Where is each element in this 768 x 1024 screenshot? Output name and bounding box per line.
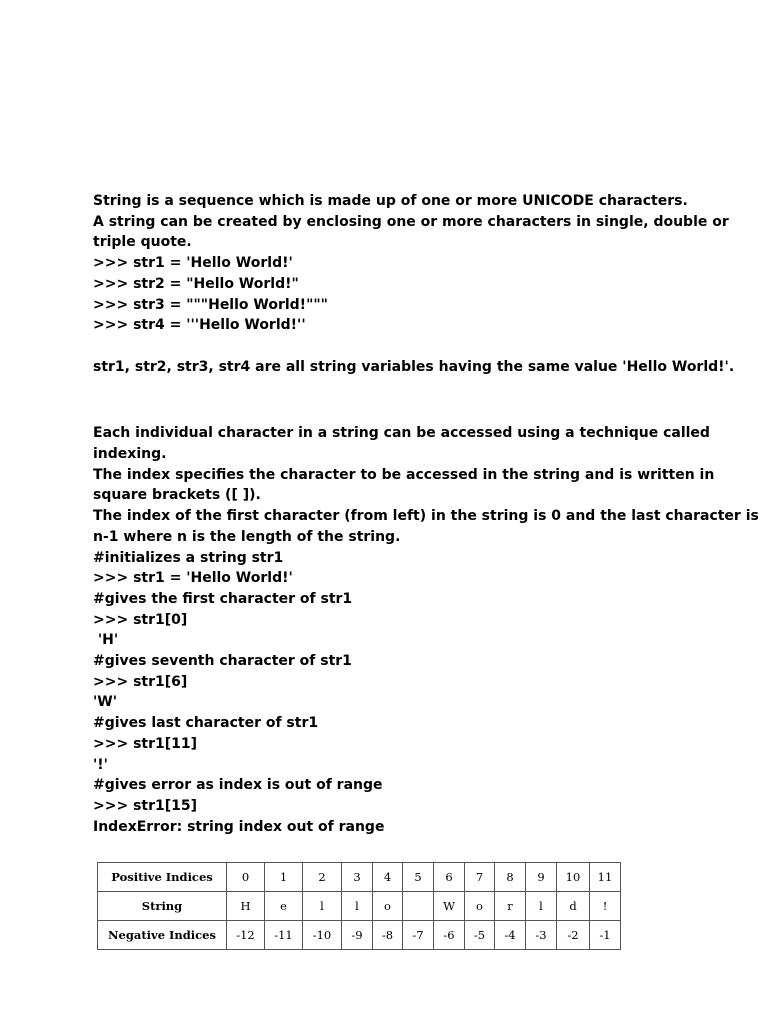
text-line: square brackets ([ ]). <box>93 487 261 504</box>
table-cell: -4 <box>495 921 526 950</box>
output-line: 'H' <box>93 632 119 649</box>
table-cell: 11 <box>590 863 621 892</box>
comment-line: #gives error as index is out of range <box>93 777 383 794</box>
text-line: String is a sequence which is made up of one or more UNICODE characters. <box>93 193 688 209</box>
table-cell: -7 <box>403 921 434 950</box>
table-cell: 7 <box>465 863 495 892</box>
table-cell: e <box>265 892 303 921</box>
text-line: indexing. <box>93 446 167 463</box>
table-cell: -2 <box>557 921 590 950</box>
code-line: >>> str1 = 'Hello World!' <box>93 255 293 272</box>
intro-paragraph <box>93 191 729 336</box>
index-table-figure <box>97 862 621 950</box>
table-cell: r <box>495 892 526 921</box>
row-label: Negative Indices <box>98 921 227 950</box>
table-cell: -5 <box>465 921 495 950</box>
table-cell: H <box>227 892 265 921</box>
code-line: >>> str1[6] <box>93 673 188 690</box>
table-cell: d <box>557 892 590 921</box>
text-line: Each individual character in a string can be accessed using a technique called <box>93 425 710 442</box>
text-line: n-1 where n is the length of the string. <box>93 528 401 545</box>
table-cell: l <box>526 892 557 921</box>
code-line: >>> str1 = 'Hello World!' <box>93 570 293 587</box>
text-line: The index specifies the character to be accessed in the string and is written in <box>93 466 715 483</box>
table-cell: 6 <box>434 863 465 892</box>
text-line: A string can be created by enclosing one or more characters in single, double or <box>93 213 729 230</box>
table-cell: -8 <box>373 921 403 950</box>
table-cell: -3 <box>526 921 557 950</box>
table-cell: -12 <box>227 921 265 950</box>
output-line: '!' <box>93 756 108 773</box>
table-row <box>98 921 621 950</box>
row-label: String <box>98 892 227 921</box>
table-cell: 8 <box>495 863 526 892</box>
table-cell: -1 <box>590 921 621 950</box>
table-cell: l <box>342 892 373 921</box>
table-cell: -10 <box>303 921 342 950</box>
table-row <box>98 863 621 892</box>
table-row <box>98 892 621 921</box>
summary-line: str1, str2, str3, str4 are all string variables having the same value 'Hello World!'. <box>93 358 735 375</box>
error-line: IndexError: string index out of range <box>93 818 385 835</box>
comment-line: #gives seventh character of str1 <box>93 653 352 670</box>
code-line: >>> str1[15] <box>93 797 198 814</box>
table-cell: -9 <box>342 921 373 950</box>
table-cell: W <box>434 892 465 921</box>
comment-line: #gives last character of str1 <box>93 715 319 732</box>
table-cell: 10 <box>557 863 590 892</box>
comment-line: #gives the first character of str1 <box>93 590 353 607</box>
table-cell: 0 <box>227 863 265 892</box>
comment-line: #initializes a string str1 <box>93 549 284 566</box>
table-cell: o <box>373 892 403 921</box>
table-cell: -11 <box>265 921 303 950</box>
output-line: 'W' <box>93 694 118 711</box>
code-line: >>> str2 = "Hello World!" <box>93 275 299 292</box>
text-line: The index of the first character (from left) in the string is 0 and the last character is <box>93 508 759 525</box>
table-cell: 3 <box>342 863 373 892</box>
table-cell: 2 <box>303 863 342 892</box>
table-cell: -6 <box>434 921 465 950</box>
code-line: >>> str4 = '''Hello World!'' <box>93 317 306 334</box>
table-cell: 5 <box>403 863 434 892</box>
code-line: >>> str1[0] <box>93 611 188 628</box>
code-line: >>> str1[11] <box>93 735 198 752</box>
document-body <box>93 191 759 837</box>
row-label: Positive Indices <box>98 863 227 892</box>
table-cell: l <box>303 892 342 921</box>
table-cell: 1 <box>265 863 303 892</box>
indexing-paragraph <box>93 423 759 837</box>
text-line: triple quote. <box>93 234 192 251</box>
table-cell: ! <box>590 892 621 921</box>
table-cell: 4 <box>373 863 403 892</box>
table-cell: o <box>465 892 495 921</box>
table-cell: 9 <box>526 863 557 892</box>
code-line: >>> str3 = """Hello World!""" <box>93 296 328 313</box>
index-table <box>97 862 621 950</box>
table-cell <box>403 892 434 921</box>
